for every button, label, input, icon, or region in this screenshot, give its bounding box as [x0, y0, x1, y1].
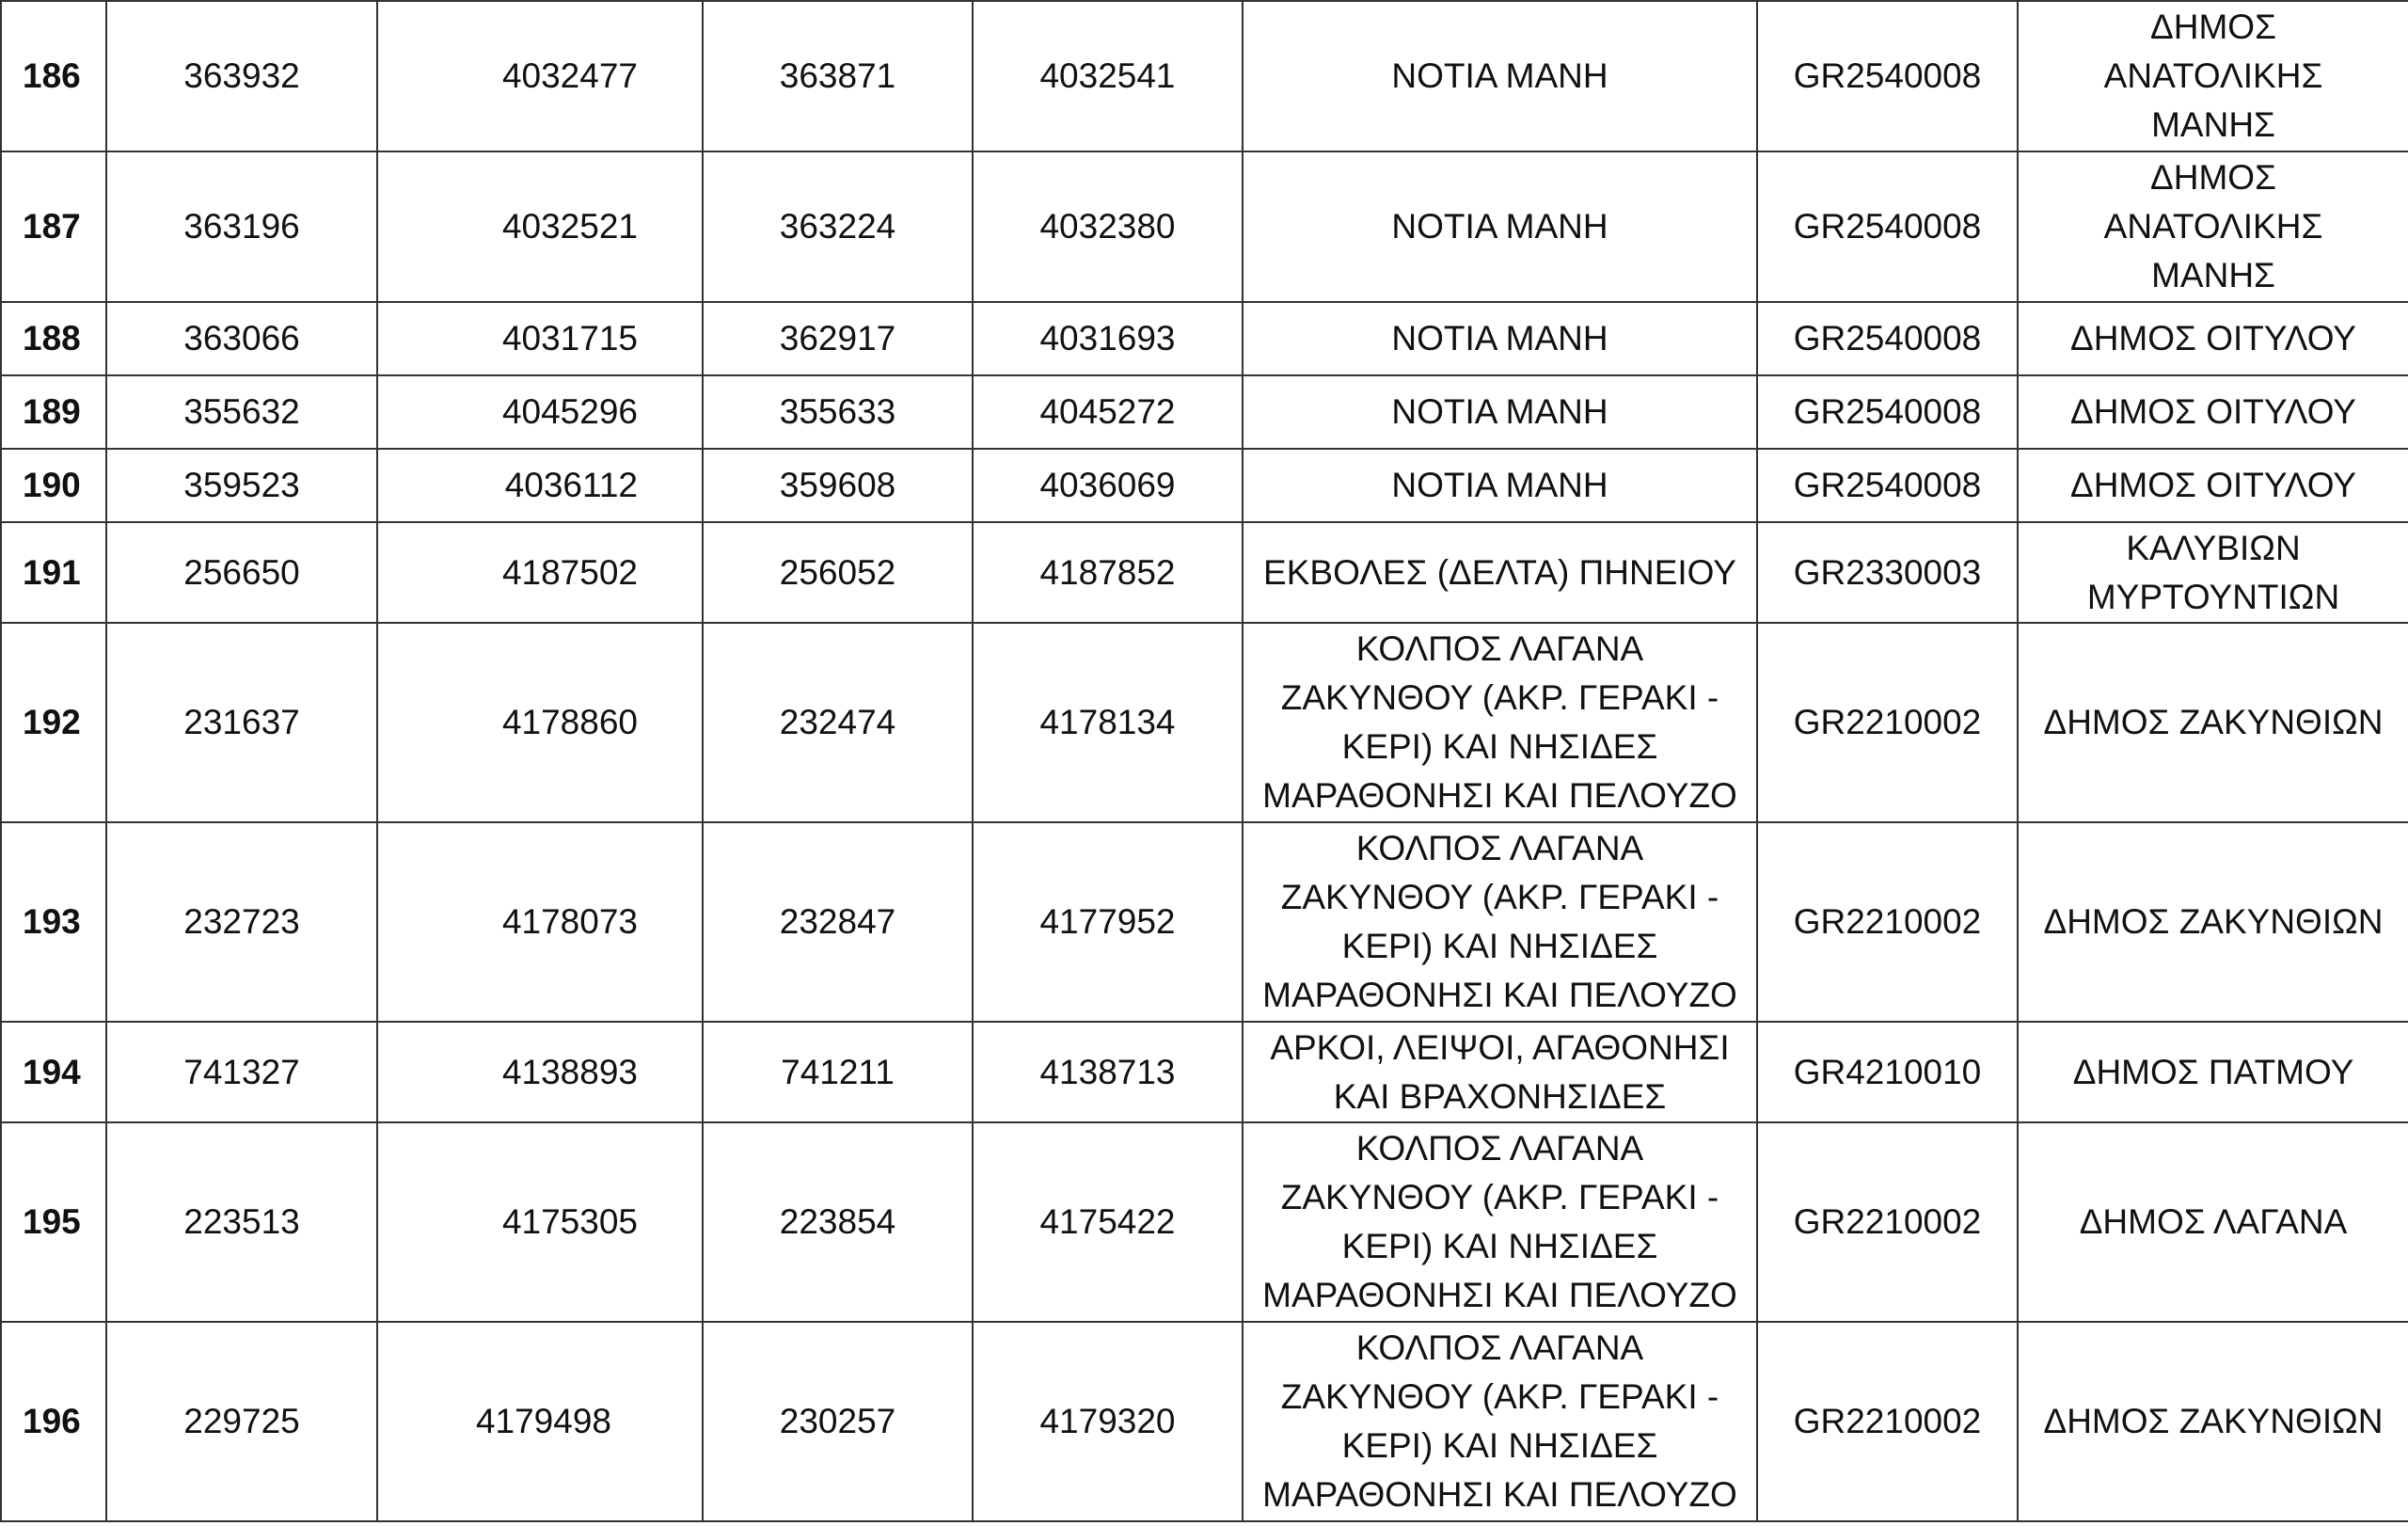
x-start: 741327 — [106, 1022, 377, 1122]
y-end: 4138713 — [973, 1022, 1243, 1122]
site-code: GR2540008 — [1757, 151, 2018, 302]
x-start: 359523 — [106, 449, 377, 522]
row-number: 190 — [1, 449, 106, 522]
site-code: GR2210002 — [1757, 1122, 2018, 1322]
row-number: 191 — [1, 522, 106, 623]
y-start: 4175305 — [377, 1122, 703, 1322]
row-number: 186 — [1, 1, 106, 151]
site-name: ΝΟΤΙΑ ΜΑΝΗ — [1243, 375, 1757, 449]
y-end: 4187852 — [973, 522, 1243, 623]
y-start: 4036112 — [377, 449, 703, 522]
y-end: 4032380 — [973, 151, 1243, 302]
row-number: 193 — [1, 822, 106, 1022]
x-start: 363196 — [106, 151, 377, 302]
y-start: 4178860 — [377, 623, 703, 822]
table-row — [1, 375, 2408, 449]
table-row — [1, 1, 2408, 151]
y-end: 4177952 — [973, 822, 1243, 1022]
site-code: GR2540008 — [1757, 302, 2018, 375]
row-number: 196 — [1, 1322, 106, 1521]
municipality: ΔΗΜΟΣ ΟΙΤΥΛΟΥ — [2018, 449, 2408, 522]
site-name: ΝΟΤΙΑ ΜΑΝΗ — [1243, 151, 1757, 302]
municipality: ΔΗΜΟΣ ΖΑΚΥΝΘΙΩΝ — [2018, 1322, 2408, 1521]
municipality: ΚΑΛΥΒΙΩΝ ΜΥΡΤΟΥΝΤΙΩΝ — [2018, 522, 2408, 623]
x-end: 232847 — [703, 822, 973, 1022]
site-code: GR2210002 — [1757, 623, 2018, 822]
y-end: 4031693 — [973, 302, 1243, 375]
table-row — [1, 1022, 2408, 1122]
municipality: ΔΗΜΟΣ ΖΑΚΥΝΘΙΩΝ — [2018, 623, 2408, 822]
table-row — [1, 522, 2408, 623]
x-end: 363224 — [703, 151, 973, 302]
row-number: 195 — [1, 1122, 106, 1322]
municipality: ΔΗΜΟΣ ΑΝΑΤΟΛΙΚΗΣ ΜΑΝΗΣ — [2018, 1, 2408, 151]
y-start: 4031715 — [377, 302, 703, 375]
site-name: ΚΟΛΠΟΣ ΛΑΓΑΝΑ ΖΑΚΥΝΘΟΥ (ΑΚΡ. ΓΕΡΑΚΙ - ΚΕΡΙ) ΚΑΙ ΝΗΣΙΔΕΣ ΜΑΡΑΘΟΝΗΣΙ ΚΑΙ ΠΕΛΟΥΖΟ — [1243, 1122, 1757, 1322]
x-end: 355633 — [703, 375, 973, 449]
x-end: 232474 — [703, 623, 973, 822]
municipality: ΔΗΜΟΣ ΛΑΓΑΝΑ — [2018, 1122, 2408, 1322]
x-start: 231637 — [106, 623, 377, 822]
x-end: 359608 — [703, 449, 973, 522]
x-start: 355632 — [106, 375, 377, 449]
row-number: 188 — [1, 302, 106, 375]
row-number: 192 — [1, 623, 106, 822]
municipality: ΔΗΜΟΣ ΑΝΑΤΟΛΙΚΗΣ ΜΑΝΗΣ — [2018, 151, 2408, 302]
row-number: 187 — [1, 151, 106, 302]
x-end: 363871 — [703, 1, 973, 151]
site-code: GR2540008 — [1757, 1, 2018, 151]
site-code: GR4210010 — [1757, 1022, 2018, 1122]
y-start: 4178073 — [377, 822, 703, 1022]
y-start: 4138893 — [377, 1022, 703, 1122]
row-number: 194 — [1, 1022, 106, 1122]
table-row — [1, 822, 2408, 1022]
table-row — [1, 623, 2408, 822]
y-end: 4045272 — [973, 375, 1243, 449]
x-start: 363066 — [106, 302, 377, 375]
x-start: 363932 — [106, 1, 377, 151]
site-name: ΝΟΤΙΑ ΜΑΝΗ — [1243, 449, 1757, 522]
y-end: 4175422 — [973, 1122, 1243, 1322]
row-number: 189 — [1, 375, 106, 449]
site-name: ΝΟΤΙΑ ΜΑΝΗ — [1243, 1, 1757, 151]
x-start: 229725 — [106, 1322, 377, 1521]
site-name: ΚΟΛΠΟΣ ΛΑΓΑΝΑ ΖΑΚΥΝΘΟΥ (ΑΚΡ. ΓΕΡΑΚΙ - ΚΕΡΙ) ΚΑΙ ΝΗΣΙΔΕΣ ΜΑΡΑΘΟΝΗΣΙ ΚΑΙ ΠΕΛΟΥΖΟ — [1243, 822, 1757, 1022]
table-row — [1, 449, 2408, 522]
x-end: 230257 — [703, 1322, 973, 1521]
y-end: 4178134 — [973, 623, 1243, 822]
y-start: 4032521 — [377, 151, 703, 302]
y-end: 4179320 — [973, 1322, 1243, 1521]
municipality: ΔΗΜΟΣ ΟΙΤΥΛΟΥ — [2018, 375, 2408, 449]
y-start: 4179498 — [377, 1322, 703, 1521]
y-end: 4032541 — [973, 1, 1243, 151]
x-end: 362917 — [703, 302, 973, 375]
x-end: 256052 — [703, 522, 973, 623]
y-end: 4036069 — [973, 449, 1243, 522]
y-start: 4045296 — [377, 375, 703, 449]
x-start: 256650 — [106, 522, 377, 623]
municipality: ΔΗΜΟΣ ΠΑΤΜΟΥ — [2018, 1022, 2408, 1122]
site-code: GR2330003 — [1757, 522, 2018, 623]
x-start: 232723 — [106, 822, 377, 1022]
site-name: ΝΟΤΙΑ ΜΑΝΗ — [1243, 302, 1757, 375]
x-end: 741211 — [703, 1022, 973, 1122]
site-code: GR2210002 — [1757, 822, 2018, 1022]
site-code: GR2210002 — [1757, 1322, 2018, 1521]
site-name: ΑΡΚΟΙ, ΛΕΙΨΟΙ, ΑΓΑΘΟΝΗΣΙ ΚΑΙ ΒΡΑΧΟΝΗΣΙΔΕΣ — [1243, 1022, 1757, 1122]
site-name: ΕΚΒΟΛΕΣ (ΔΕΛΤΑ) ΠΗΝΕΙΟΥ — [1243, 522, 1757, 623]
x-end: 223854 — [703, 1122, 973, 1322]
y-start: 4032477 — [377, 1, 703, 151]
y-start: 4187502 — [377, 522, 703, 623]
site-code: GR2540008 — [1757, 375, 2018, 449]
municipality: ΔΗΜΟΣ ΟΙΤΥΛΟΥ — [2018, 302, 2408, 375]
table-row — [1, 1322, 2408, 1521]
table-row — [1, 151, 2408, 302]
municipality: ΔΗΜΟΣ ΖΑΚΥΝΘΙΩΝ — [2018, 822, 2408, 1022]
table-row — [1, 302, 2408, 375]
site-name: ΚΟΛΠΟΣ ΛΑΓΑΝΑ ΖΑΚΥΝΘΟΥ (ΑΚΡ. ΓΕΡΑΚΙ - ΚΕΡΙ) ΚΑΙ ΝΗΣΙΔΕΣ ΜΑΡΑΘΟΝΗΣΙ ΚΑΙ ΠΕΛΟΥΖΟ — [1243, 1322, 1757, 1521]
table-row — [1, 1122, 2408, 1322]
site-code: GR2540008 — [1757, 449, 2018, 522]
x-start: 223513 — [106, 1122, 377, 1322]
site-name: ΚΟΛΠΟΣ ΛΑΓΑΝΑ ΖΑΚΥΝΘΟΥ (ΑΚΡ. ΓΕΡΑΚΙ - ΚΕΡΙ) ΚΑΙ ΝΗΣΙΔΕΣ ΜΑΡΑΘΟΝΗΣΙ ΚΑΙ ΠΕΛΟΥΖΟ — [1243, 623, 1757, 822]
